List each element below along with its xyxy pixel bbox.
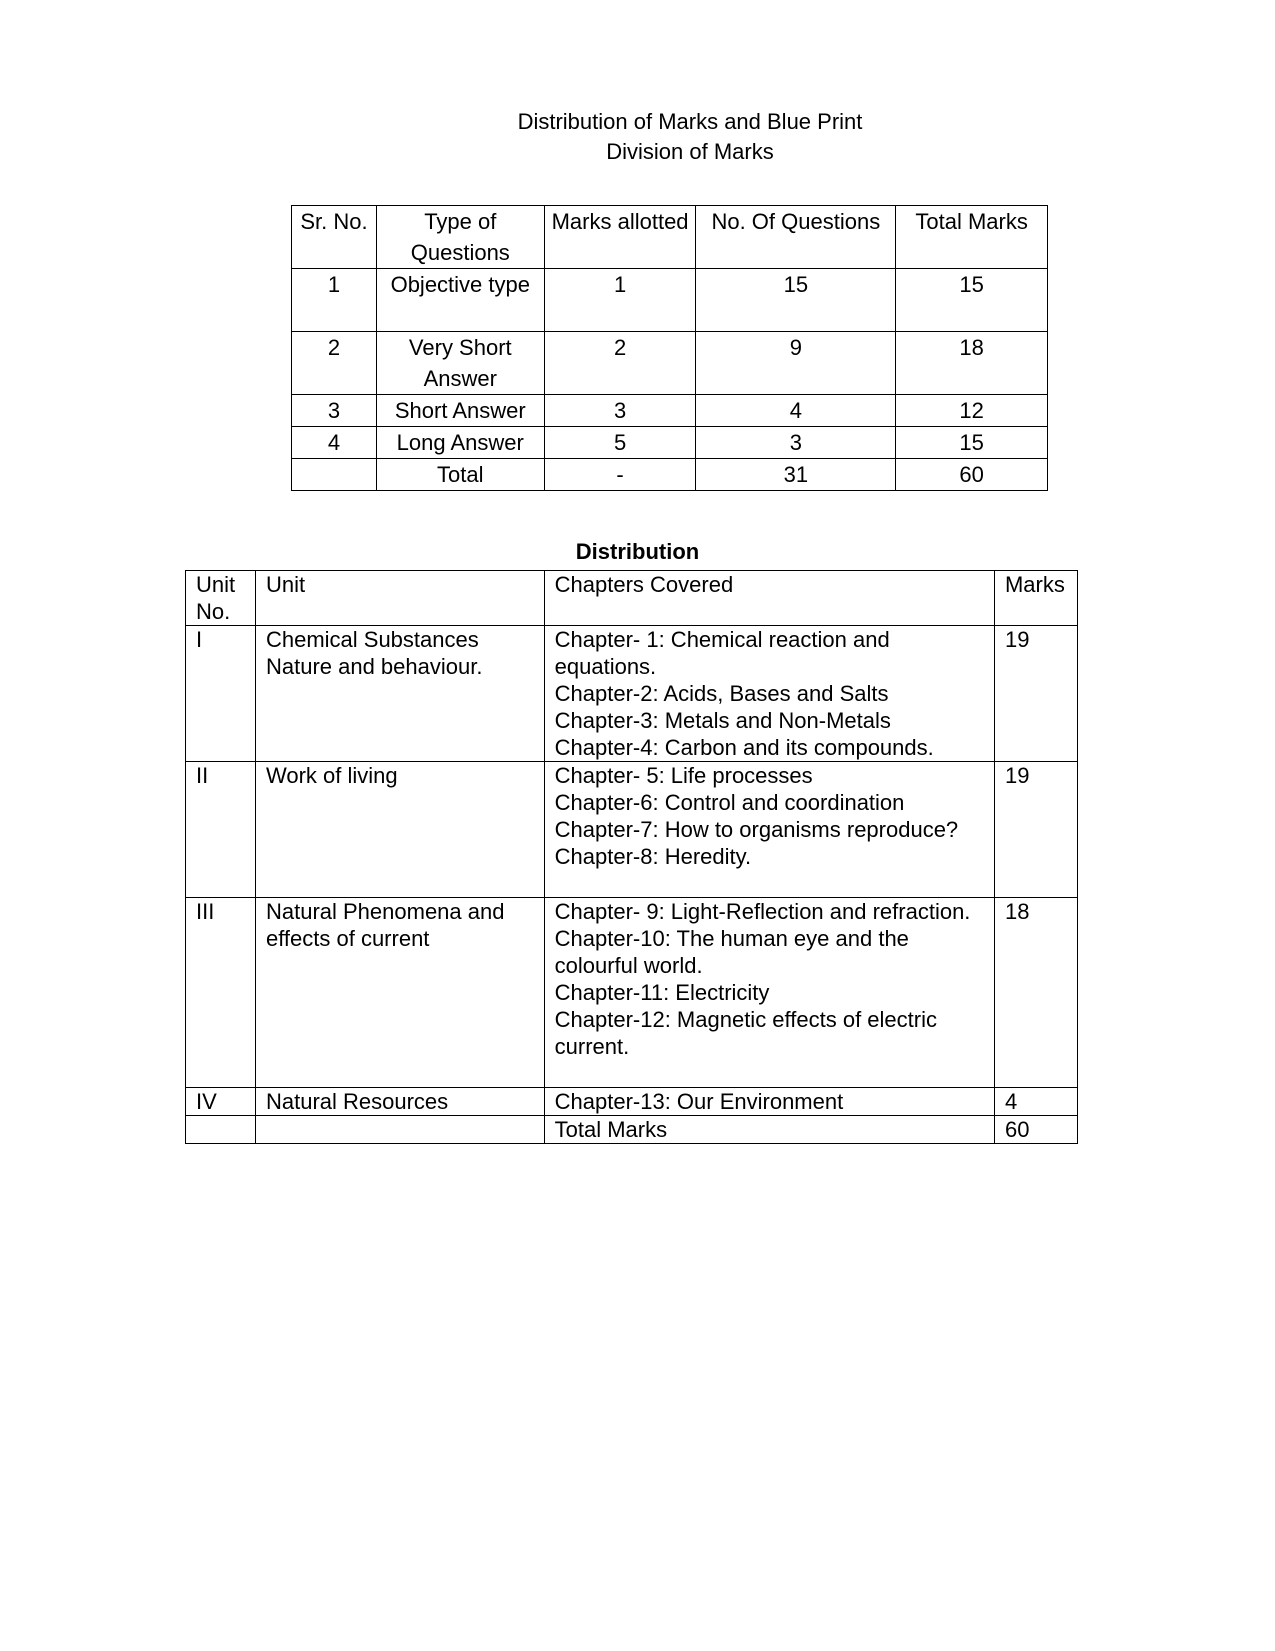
header-cell: Type of Questions	[376, 206, 544, 269]
chapter-line: Chapter-4: Carbon and its compounds.	[554, 735, 934, 760]
table-cell: 15	[696, 269, 896, 332]
table-cell: 60	[896, 459, 1048, 491]
unit-no-cell: I	[186, 626, 256, 762]
table-cell	[292, 459, 377, 491]
unit-cell: Natural Resources	[255, 1088, 544, 1116]
header-cell: Unit No.	[186, 571, 256, 626]
marks-cell: 19	[994, 762, 1077, 898]
chapters-cell	[544, 898, 994, 1088]
table-cell: 9	[696, 332, 896, 395]
table-row	[186, 898, 1078, 1088]
table-cell: 3	[292, 395, 377, 427]
header-cell: Unit	[255, 571, 544, 626]
table-cell: 12	[896, 395, 1048, 427]
chapter-line: Chapter-11: Electricity	[554, 980, 770, 1005]
marks-cell: 18	[994, 898, 1077, 1088]
division-of-marks-table	[291, 205, 1048, 491]
header-cell: Chapters Covered	[544, 571, 994, 626]
table-cell: 15	[896, 427, 1048, 459]
table-cell: Very Short Answer	[376, 332, 544, 395]
table-cell: 5	[544, 427, 696, 459]
table-cell: 1	[544, 269, 696, 332]
chapter-line: Chapter-12: Magnetic effects of electric current.	[554, 1007, 937, 1059]
chapter-line: Chapter-6: Control and coordination	[554, 790, 905, 815]
table-cell: 1	[292, 269, 377, 332]
table-cell: 2	[292, 332, 377, 395]
table-cell: 3	[696, 427, 896, 459]
table-row	[292, 269, 1048, 332]
table-cell: -	[544, 459, 696, 491]
unit-no-cell: IV	[186, 1088, 256, 1116]
unit-cell: Natural Phenomena and effects of current	[255, 898, 544, 1088]
chapter-line: Chapter-13: Our Environment	[554, 1089, 844, 1114]
chapter-line: Chapter-7: How to organisms reproduce?	[554, 817, 959, 842]
chapters-cell	[544, 1088, 994, 1116]
table-cell: Long Answer	[376, 427, 544, 459]
marks-cell: 19	[994, 626, 1077, 762]
total-marks-cell: 60	[994, 1116, 1077, 1144]
chapter-line: Chapter-2: Acids, Bases and Salts	[554, 681, 889, 706]
header-cell: Sr. No.	[292, 206, 377, 269]
table-header-row	[292, 206, 1048, 269]
table-cell: 4	[292, 427, 377, 459]
header-cell: Total Marks	[896, 206, 1048, 269]
header-cell: No. Of Questions	[696, 206, 896, 269]
distribution-heading: Distribution	[575, 539, 700, 564]
table-row	[186, 762, 1078, 898]
unit-no-cell: III	[186, 898, 256, 1088]
page-title: Distribution of Marks and Blue Print	[517, 109, 863, 134]
chapter-line: Chapter- 1: Chemical reaction and equations.	[554, 627, 890, 679]
chapter-line: Chapter- 5: Life processes	[554, 763, 813, 788]
table-row	[186, 1088, 1078, 1116]
chapter-line: Chapter-3: Metals and Non-Metals	[554, 708, 891, 733]
chapters-cell	[544, 626, 994, 762]
table-cell: 31	[696, 459, 896, 491]
header-cell: Marks	[994, 571, 1077, 626]
header-cell: Marks allotted	[544, 206, 696, 269]
table-cell: 18	[896, 332, 1048, 395]
table-cell: Total	[376, 459, 544, 491]
page-subtitle: Division of Marks	[606, 139, 774, 164]
chapter-line: Chapter-8: Heredity.	[554, 844, 752, 869]
table-row	[186, 626, 1078, 762]
table-cell: 3	[544, 395, 696, 427]
total-label-cell: Total Marks	[544, 1116, 994, 1144]
table-total-row	[292, 459, 1048, 491]
unit-cell: Work of living	[255, 762, 544, 898]
table-header-row	[186, 571, 1078, 626]
table-total-row	[186, 1116, 1078, 1144]
chapter-line: Chapter- 9: Light-Reflection and refraction.	[554, 899, 971, 924]
chapters-cell	[544, 762, 994, 898]
table-cell: Short Answer	[376, 395, 544, 427]
empty-cell	[186, 1116, 256, 1144]
chapter-line: Chapter-10: The human eye and the colourful world.	[554, 926, 909, 978]
table-cell: 2	[544, 332, 696, 395]
distribution-table	[185, 570, 1078, 1144]
table-cell: 15	[896, 269, 1048, 332]
table-cell: Objective type	[376, 269, 544, 332]
empty-cell	[255, 1116, 544, 1144]
unit-cell: Chemical Substances Nature and behaviour.	[255, 626, 544, 762]
table-cell: 4	[696, 395, 896, 427]
table-row	[292, 395, 1048, 427]
table-row	[292, 427, 1048, 459]
table-row	[292, 332, 1048, 395]
marks-cell: 4	[994, 1088, 1077, 1116]
unit-no-cell: II	[186, 762, 256, 898]
